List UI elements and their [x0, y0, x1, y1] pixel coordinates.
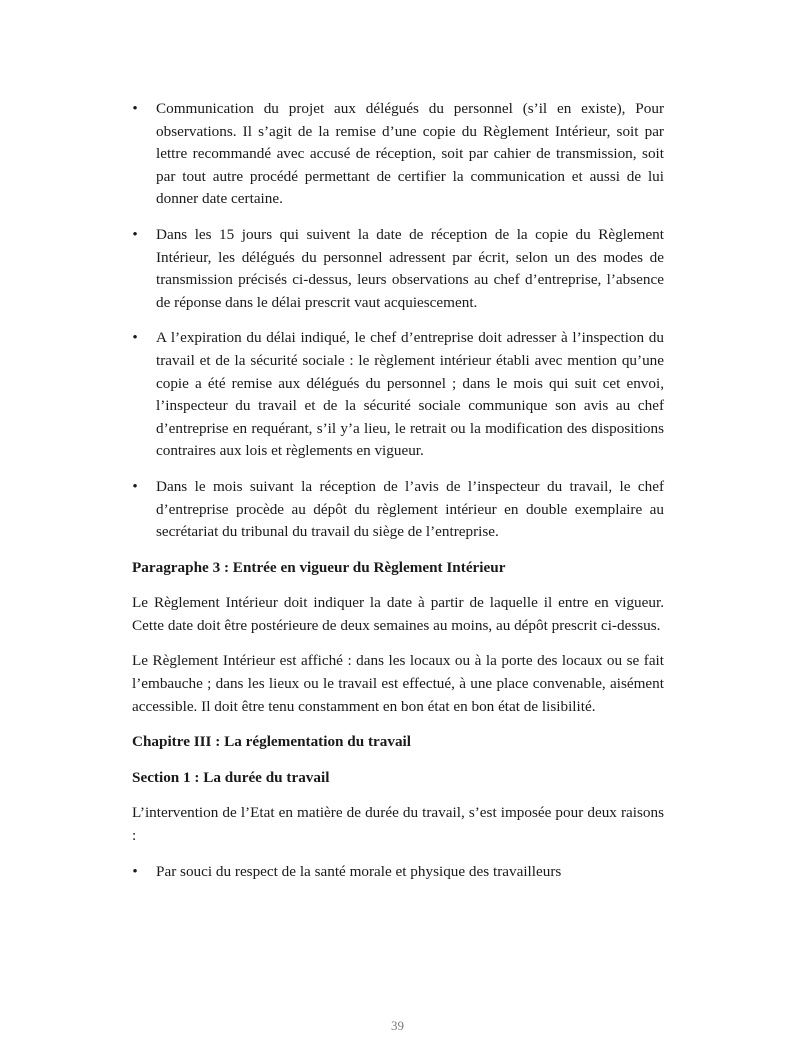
- bullet-icon: •: [132, 100, 138, 117]
- list-item-text: Par souci du respect de la santé morale et physique des travailleurs: [156, 862, 562, 880]
- bullet-icon: •: [132, 477, 138, 495]
- list-item-text: A l’expiration du délai indiqué, le chef d’entreprise doit adresser à l’inspection du travail et de la sécurité sociale : le règlement intérieur établi avec mention qu’une copie a été remise aux délégués du personnel ; dans le mois qui suit cet envoi, l’inspecteur du travail et de la sécurité sociale communique son avis au chef d’entreprise en requérant, s’il y’a lieu, le retrait ou la modification des dispositions contraires aux lois et règlements en vigueur.: [156, 329, 664, 460]
- body-paragraph: L’intervention de l’Etat en matière de durée du travail, s’est imposée pour deux raisons :: [132, 804, 664, 845]
- list-item: [132, 224, 664, 314]
- bullet-icon: •: [132, 329, 138, 347]
- page-number: 39: [391, 1018, 404, 1033]
- list-item: [132, 861, 664, 884]
- list-item-text: Dans les 15 jours qui suivent la date de réception de la copie du Règlement Intérieur, les délégués du personnel adressent par écrit, selon un des modes de transmission précisés ci-dessus, leurs observations au chef d’entreprise, l’absence de réponse dans le délai prescrit vaut acquiescement.: [156, 225, 664, 311]
- body-paragraph: Le Règlement Intérieur doit indiquer la date à partir de laquelle il entre en vigueur. Cette date doit être postérieure de deux semaines au moins, au dépôt prescrit ci-dessus.: [132, 594, 664, 634]
- section-heading: Section 1 : La durée du travail: [132, 768, 330, 786]
- list-item: [132, 476, 664, 544]
- list-item-text: Communication du projet aux délégués du personnel (s’il en existe), Pour observations. Il s’agit de la remise d’une copie du Règlement Intérieur, soit par lettre recommandé avec accusé de réception, soit par cahier de transmission, soit par tout autre procédé permettant de certifier la communication et aussi de lui donner date certaine.: [156, 100, 664, 208]
- list-item: [132, 327, 664, 463]
- chapter-heading: Chapitre III : La réglementation du travail: [132, 733, 411, 751]
- bullet-icon: •: [132, 862, 138, 880]
- bullet-icon: •: [132, 225, 138, 243]
- paragraphe-3-heading: Paragraphe 3 : Entrée en vigueur du Règlement Intérieur: [132, 558, 506, 576]
- list-item: [132, 98, 664, 211]
- list-item-text: Dans le mois suivant la réception de l’avis de l’inspecteur du travail, le chef d’entreprise procède au dépôt du règlement intérieur en double exemplaire au secrétariat du tribunal du travail du siège de l’entreprise.: [156, 477, 664, 541]
- page-content: [132, 98, 664, 896]
- body-paragraph: Le Règlement Intérieur est affiché : dans les locaux ou à la porte des locaux ou se fait l’embauche ; dans les lieux ou le travail est effectué, à une place convenable, aisément accessible. Il doit être tenu constamment en bon état en bon état de lisibilité.: [132, 652, 664, 715]
